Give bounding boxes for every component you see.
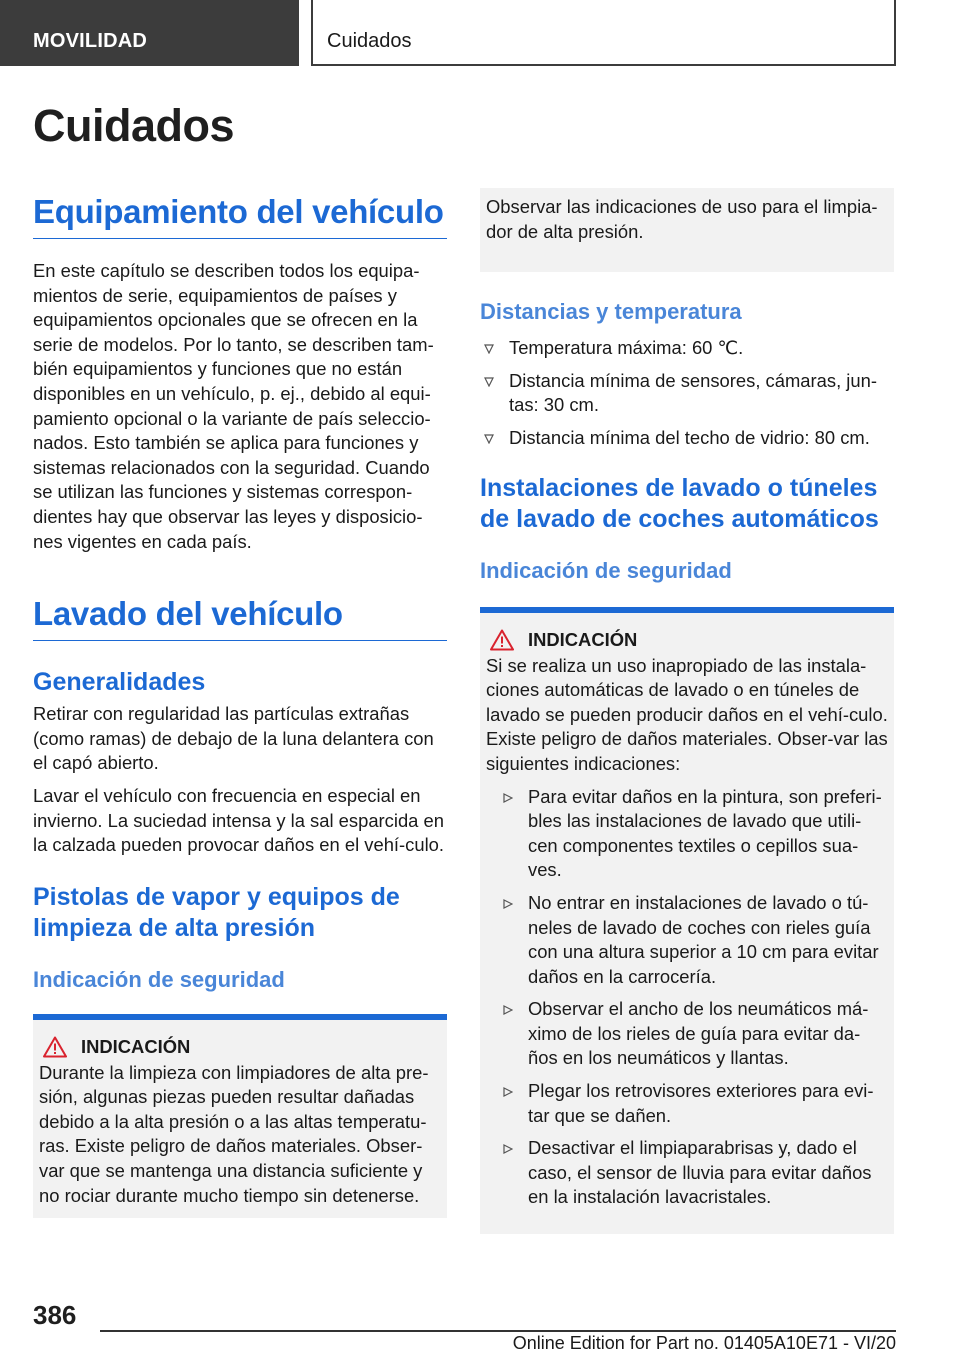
page-title: Cuidados: [33, 100, 235, 151]
note-header: [39, 1036, 441, 1058]
list-item: No entrar en instalaciones de lavado o tú-neles de lavado de coches con rieles guía con una altura superior a 10 cm para evitar daños en la carrocería.: [499, 891, 888, 989]
instalaciones-list: [486, 785, 888, 1211]
triangle-bullet-icon: [503, 1005, 513, 1015]
triangle-bullet-icon: [503, 899, 513, 909]
generalidades-paragraph-1: Retirar con regularidad las partículas extrañas (como ramas) de debajo de la luna delantera con el capó abierto.: [33, 703, 434, 774]
note-text-right: Si se realiza un uso inapropiado de las instala-ciones automáticas de lavado o en túneles de lavado se pueden producir daños en el vehí-culo. Existe peligro de daños materiales. Obser-var las siguientes indicaciones:: [486, 654, 888, 774]
heading-lavado: Lavado del vehículo: [33, 590, 447, 641]
equipamiento-text: En este capítulo se describen todos los equipa-mientos de serie, equipamientos de países y equipamientos opcionales que se ofrecen en la serie de modelos. Por lo tanto, se describen tam-bién equipamientos y funciones que no están disponibles en un vehículo, p. ej., debido al equi-pamiento opcional o la variante de país seleccio-nados. Esto también se aplica para funciones y sistemas relacionados con la seguridad. Cuando se utilizan las funciones y sistemas correspon-dientes hay que observar las leyes y disposicio-nes vigentes en cada país.: [33, 260, 434, 552]
distancias-list: [480, 336, 894, 450]
triangle-bullet-icon: [484, 434, 494, 444]
note-text-left: Durante la limpieza con limpiadores de alta pre-sión, algunas piezas pueden resultar dañadas debido a la alta presión o a las altas temperatu-ras. Existe peligro de daños materiales. Obser-var que se mantenga una distancia suficiente y no rociar durante mucho tiempo sin detenerse.: [39, 1061, 429, 1206]
safety-note-left: [33, 1014, 447, 1219]
list-item: Temperatura máxima: 60 ℃.: [480, 336, 894, 361]
safety-note-right: [480, 607, 894, 1234]
list-item: Desactivar el limpiaparabrisas y, dado el caso, el sensor de lluvia para evitar daños en la instalación lavacristales.: [499, 1136, 888, 1210]
list-item: Plegar los retrovisores exteriores para evi-tar que se dañen.: [499, 1079, 888, 1128]
edition-info: Online Edition for Part no. 01405A10E71 - VI/20: [512, 1333, 896, 1353]
list-item: Observar el ancho de los neumáticos má-ximo de los rieles de guía para evitar da-ños en los neumáticos y llantas.: [499, 997, 888, 1071]
triangle-bullet-icon: [484, 377, 494, 387]
heading-equipamiento: Equipamiento del vehículo: [33, 188, 447, 239]
warning-icon: [43, 1036, 67, 1058]
heading-safety-right: Indicación de seguridad: [480, 557, 732, 583]
list-item: Distancia mínima de sensores, cámaras, jun-tas: 30 cm.: [480, 369, 894, 418]
section-tab: MOVILIDAD: [0, 0, 299, 66]
left-column: [33, 188, 447, 1218]
list-item: Distancia mínima del techo de vidrio: 80 cm.: [480, 426, 894, 451]
heading-generalidades: Generalidades: [33, 668, 206, 697]
right-column: [480, 188, 894, 1234]
chapter-tab: Cuidados: [311, 0, 896, 66]
heading-safety-left: Indicación de seguridad: [33, 966, 285, 992]
heading-pistolas: Pistolas de vapor y equipos de limpieza de alta presión: [33, 882, 400, 942]
triangle-bullet-icon: [503, 1087, 513, 1097]
page-header: [0, 0, 960, 66]
warning-icon: [490, 629, 514, 651]
note-continued-text: Observar las indicaciones de uso para el limpia-dor de alta presión.: [486, 196, 878, 242]
list-item: Para evitar daños en la pintura, son preferi-bles las instalaciones de lavado que utili-cen componentes textiles o cepillos sua-ves.: [499, 785, 888, 883]
safety-note-continued: [480, 188, 894, 272]
heading-distancias: Distancias y temperatura: [480, 299, 742, 325]
triangle-bullet-icon: [484, 344, 494, 354]
note-label: INDICACIÓN: [81, 1035, 191, 1057]
note-label: INDICACIÓN: [528, 628, 638, 650]
footer-divider: [100, 1330, 896, 1332]
generalidades-paragraph-2: Lavar el vehículo con frecuencia en especial en invierno. La suciedad intensa y la sal esparcida en la calzada pueden provocar daños en el vehí-culo.: [33, 784, 444, 856]
page-number: 386: [33, 1300, 77, 1330]
triangle-bullet-icon: [503, 793, 513, 803]
heading-instalaciones: Instalaciones de lavado o túneles de lavado de coches automáticos: [480, 473, 879, 533]
note-header: [486, 629, 888, 651]
triangle-bullet-icon: [503, 1144, 513, 1154]
